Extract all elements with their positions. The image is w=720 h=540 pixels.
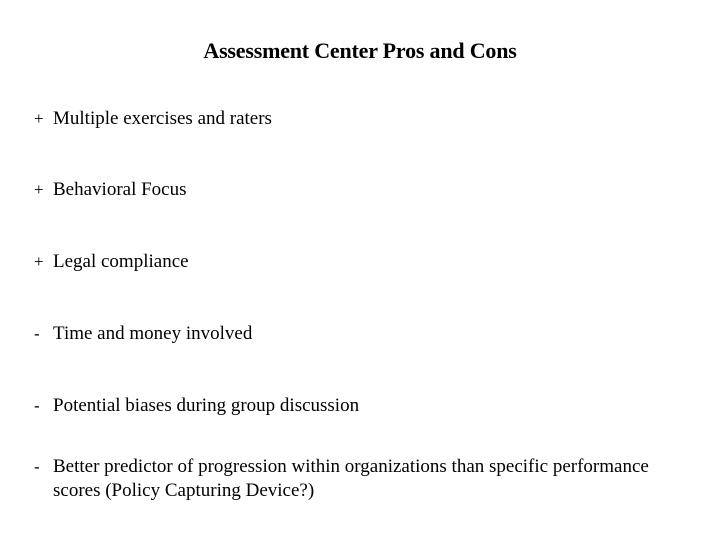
bullet-con-better-predictor <box>34 455 674 503</box>
bullet-text: Time and money involved <box>53 323 253 344</box>
minus-marker: - <box>34 396 40 415</box>
plus-marker: + <box>34 252 44 271</box>
slide-title: Assessment Center Pros and Cons <box>203 38 517 63</box>
bullet-con-potential-biases <box>34 394 674 418</box>
bullet-text: Behavioral Focus <box>53 179 187 200</box>
bullet-text: Multiple exercises and raters <box>53 108 272 129</box>
bullet-pro-multiple-exercises <box>34 107 674 131</box>
plus-marker: + <box>34 180 44 199</box>
plus-marker: + <box>34 109 44 128</box>
bullet-text: Legal compliance <box>53 251 189 272</box>
bullet-pro-legal-compliance <box>34 250 674 274</box>
minus-marker: - <box>34 457 40 476</box>
bullet-text: Potential biases during group discussion <box>53 395 360 416</box>
bullet-pro-behavioral-focus <box>34 178 674 202</box>
minus-marker: - <box>34 324 40 343</box>
bullet-con-time-money <box>34 322 674 346</box>
bullet-text: Better predictor of progression within organizations than specific performance scores (Policy Capturing Device?) <box>53 456 649 501</box>
